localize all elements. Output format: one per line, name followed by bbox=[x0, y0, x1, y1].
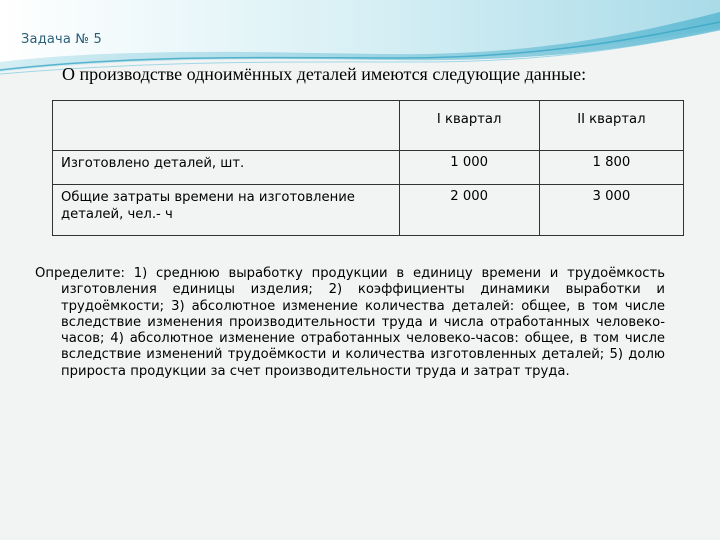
row-q1-value: 2 000 bbox=[399, 185, 539, 236]
table-header-q2: II квартал bbox=[539, 101, 683, 151]
table-header-row bbox=[53, 101, 684, 151]
data-table bbox=[52, 100, 684, 236]
row-q2-value: 3 000 bbox=[539, 185, 683, 236]
task-title: Задача № 5 bbox=[21, 32, 102, 47]
task-instructions: Определите: 1) среднюю выработку продукции в единицу времени и трудоёмкость изготовления единицы изделия; 2) коэффициенты динамики выработки и трудоёмкости; 3) абсолютное изменение количества деталей: общее, в том числе вследствие изменения производительности труда и числа отработанных человеко-часов; 4) абсолютное изменение отработанных человеко-часов: общее, в том числе вследствие изменений трудоёмкости и количества изготовленных деталей; 5) долю прироста продукции за счет производительности труда и затрат труда. bbox=[35, 266, 665, 379]
table-header-q1: I квартал bbox=[399, 101, 539, 151]
row-label: Общие затраты времени на изготовление деталей, чел.- ч bbox=[53, 185, 400, 236]
table-row bbox=[53, 151, 684, 185]
table-header-blank bbox=[53, 101, 400, 151]
row-q1-value: 1 000 bbox=[399, 151, 539, 185]
slide-subtitle: О производстве одноимённых деталей имеются следующие данные: bbox=[62, 64, 587, 84]
row-q2-value: 1 800 bbox=[539, 151, 683, 185]
row-label: Изготовлено деталей, шт. bbox=[53, 151, 400, 185]
table-row bbox=[53, 185, 684, 236]
